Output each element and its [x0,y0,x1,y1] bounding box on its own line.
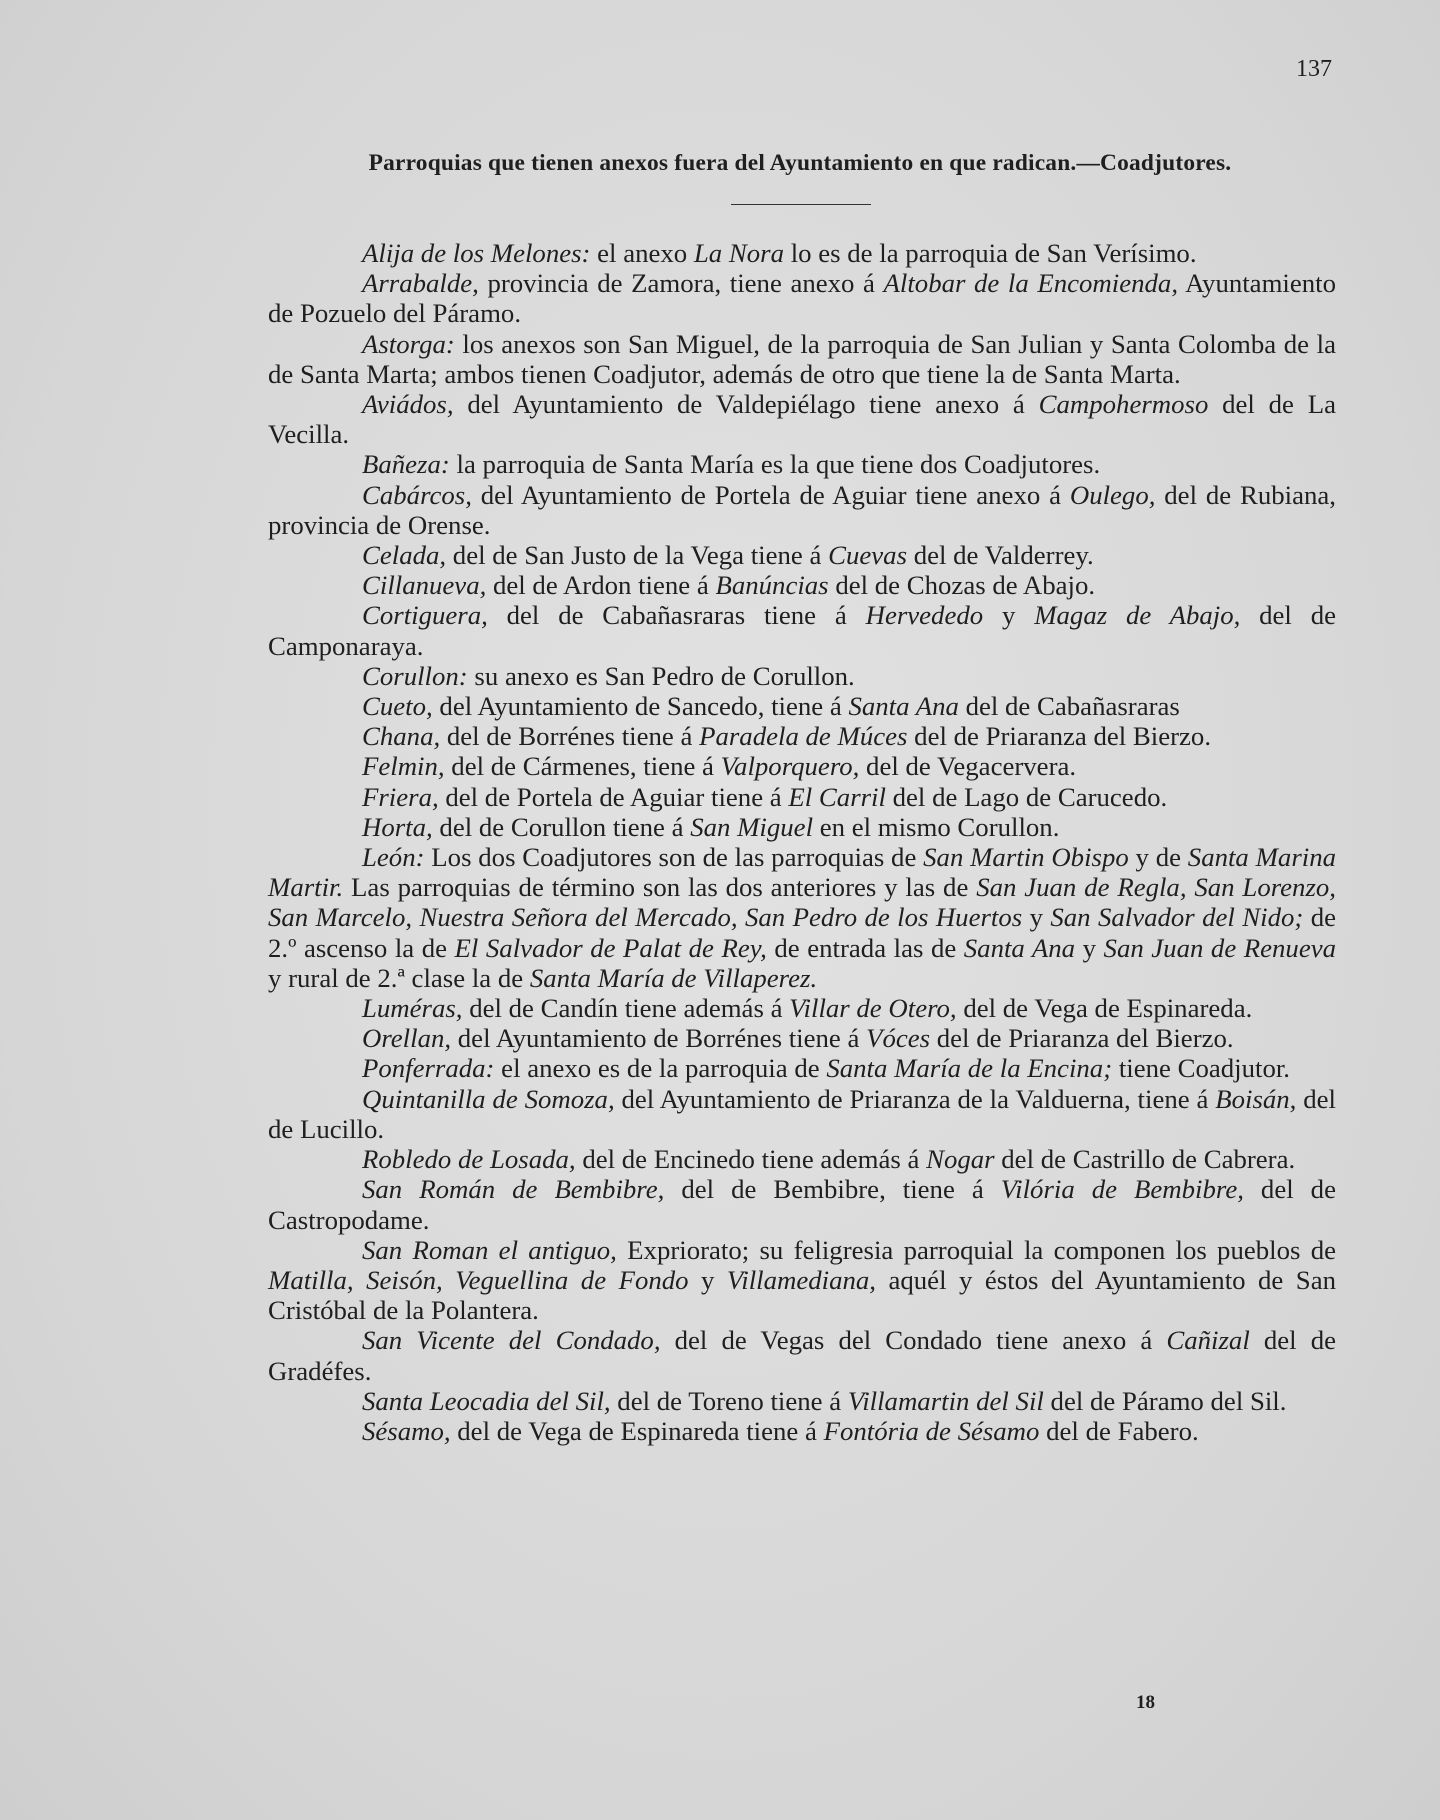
entry-text: del de Cabañasraras [958,691,1180,722]
place-name: El Salvador de Palat de Rey, [454,932,767,963]
place-name: Valporquero, [720,751,860,782]
entry-text: del de Portela de Aguiar tiene á [438,781,789,812]
place-name: Santa María de Villaperez. [529,962,818,993]
entry-paragraph [268,268,1336,328]
entry-text: los anexos son San Miguel, de la parroquia de San Julian y Santa Colomba de la de Santa Marta; ambos tienen Coadjutor, además de otro que tiene la de Santa Marta. [268,328,1336,389]
entry-paragraph [268,812,1336,842]
place-name: Villamediana, [726,1264,877,1295]
entry-text: del de Castropodame. [268,1174,1336,1235]
place-name: San Martin Obispo [923,842,1129,873]
place-name: Bañeza: [362,449,450,480]
entry-text: del Ayuntamiento de Sancedo, tiene á [432,691,849,722]
entry-paragraph [268,782,1336,812]
place-name: Cañizal [1166,1325,1250,1356]
entry-text: del de Páramo del Sil. [1043,1385,1287,1416]
entry-text: de entrada las de [766,932,964,963]
entry-text: del de Priaranza del Bierzo. [930,1023,1234,1054]
place-name: Santa María de la Encina; [826,1053,1113,1084]
entry-text: del Ayuntamiento de Valdepiélago tiene anexo á [453,389,1039,420]
place-name: Sésamo, [362,1415,451,1446]
place-name: Altobar de la Encomienda, [883,268,1179,299]
entry-text: aquél y éstos del Ayuntamiento de San Cristóbal de la Polantera. [268,1264,1336,1326]
place-name: Hervededo [865,600,984,631]
place-name: Cillanueva, [362,570,487,601]
place-name: Campohermoso [1038,389,1209,420]
entries-list [268,238,1336,1446]
place-name: Ponferrada: [362,1053,495,1084]
entry-paragraph [268,691,1336,721]
entry-text: del de Lago de Carucedo. [885,781,1168,812]
entry-paragraph [268,1325,1336,1385]
entry-paragraph [268,661,1336,691]
place-name: Oulego, [1069,479,1156,510]
entry-paragraph [268,480,1336,540]
entry-text: del de Castrillo de Cabrera. [994,1144,1296,1175]
entry-text: Los dos Coadjutores son de las parroquias de [424,842,924,873]
place-name: Santa Ana [848,691,959,722]
entry-text: del Ayuntamiento de Portela de Aguiar tiene anexo á [471,479,1070,510]
place-name: Felmin, [362,751,445,782]
entry-paragraph [268,721,1336,751]
entry-text: del de Vegas del Condado tiene anexo á [660,1325,1167,1356]
entry-paragraph [268,1023,1336,1053]
entry-paragraph [268,449,1336,479]
place-name: El Carril [788,781,886,812]
signature-mark: 18 [1136,1692,1155,1713]
entry-paragraph [268,751,1336,781]
place-name: Santa Ana [963,932,1076,963]
entry-paragraph [268,389,1336,449]
place-name: León: [362,842,425,873]
place-name: Vóces [866,1023,931,1054]
entry-text: Expriorato; su feligresia parroquial la componen los pueblos de [616,1234,1336,1265]
entry-text: del de Borrénes tiene á [440,721,700,752]
entry-text: lo es de la parroquia de San Verísimo. [784,238,1197,268]
entry-text: del de Priaranza del Bierzo. [907,721,1212,752]
entry-text: del de Fabero. [1039,1415,1199,1446]
place-name: Santa Leocadia del Sil, [362,1385,611,1416]
place-name: Quintanilla de Somoza, [362,1083,615,1114]
entry-paragraph [268,1144,1336,1174]
entry-paragraph [268,600,1336,660]
entry-paragraph [268,329,1336,389]
place-name: Orellan, [362,1023,452,1054]
entry-text: del de San Justo de la Vega tiene á [446,540,829,571]
entry-text: del de Chozas de Abajo. [828,570,1096,601]
place-name: Cortiguera, [362,600,488,631]
entry-text: del de Vega de Espinareda tiene á [450,1415,824,1446]
entry-text: tiene Coadjutor. [1112,1053,1290,1084]
place-name: Fontória de Sésamo [823,1415,1040,1446]
entry-text: del de Cabañasraras tiene á [487,600,866,631]
place-name: Boisán, [1215,1083,1297,1114]
place-name: Vilória de Bembibre, [1000,1174,1244,1205]
entry-text: del de Ardon tiene á [486,570,716,601]
entry-paragraph [268,238,1336,268]
place-name: San Juan de Regla, San Lorenzo, San Marcelo, Nuestra Señora del Mercado, San Pedro de los Huertos [268,872,1336,933]
entry-paragraph [268,1084,1336,1144]
entry-paragraph [268,1386,1336,1416]
page-number: 137 [1296,56,1332,82]
page-title: Parroquias que tienen anexos fuera del Ayuntamiento en que radican.—Coadjutores. [368,150,1232,176]
title-divider [731,204,871,205]
entry-text: Ayuntamiento de Pozuelo del Páramo. [268,268,1337,329]
place-name: Arrabalde, [362,268,479,299]
entry-text: y de [1128,842,1188,873]
place-name: Horta, [362,811,433,842]
place-name: Nogar [926,1144,995,1175]
place-name: Celada, [362,540,447,571]
entry-text: y [688,1264,727,1295]
place-name: San Salvador del Nido; [1050,902,1304,933]
place-name: San Román de Bembibre, [362,1174,665,1205]
entry-text: del de Rubiana, provincia de Orense. [268,479,1336,540]
place-name: Cuevas [828,540,907,571]
entry-text: del de Corullon tiene á [432,811,691,842]
place-name: Corullon: [362,660,468,691]
place-name: Cueto, [362,691,433,722]
place-name: Robledo de Losada, [362,1144,576,1175]
entry-text: del de Camponaraya. [268,600,1336,661]
entry-paragraph [268,993,1336,1023]
entry-paragraph [268,1235,1336,1326]
place-name: Paradela de Múces [699,721,908,752]
entry-text: provincia de Zamora, tiene anexo á [478,268,884,299]
entry-paragraph [268,570,1336,600]
place-name: Magaz de Abajo, [1034,600,1241,631]
place-name: Alija de los Melones: [362,238,591,268]
entry-paragraph [268,540,1336,570]
place-name: San Juan de Renueva [1103,932,1336,963]
place-name: San Vicente del Condado, [362,1325,661,1356]
entry-text: la parroquia de Santa María es la que tiene dos Coadjutores. [449,449,1101,480]
entry-text: y [983,600,1035,631]
place-name: Santa Marina Martir. [268,842,1337,903]
place-name: Luméras, [362,993,463,1024]
place-name: Villar de Otero, [789,993,957,1024]
entry-text: del de Lucillo. [268,1083,1336,1144]
place-name: La Nora [693,238,784,268]
place-name: Aviádos, [362,389,454,420]
entry-text: del de Encinedo tiene además á [575,1144,927,1175]
entry-text: del Ayuntamiento de Borrénes tiene á [451,1023,867,1054]
place-name: Banúncias [715,570,829,601]
entry-text: Las parroquias de término son las dos anteriores y las de [343,872,977,903]
entry-paragraph [268,842,1336,993]
entry-text: el anexo [590,238,694,268]
entry-text: del Ayuntamiento de Priaranza de la Valduerna, tiene á [614,1083,1216,1114]
entry-text: y [1022,902,1051,933]
entry-text: y rural de 2.ª clase la de [268,962,530,993]
place-name: San Roman el antiguo, [362,1234,617,1265]
entry-text: del de Candín tiene además á [462,993,790,1024]
place-name: San Miguel [690,811,814,842]
entry-text: del de Cármenes, tiene á [444,751,721,782]
entry-text: del de La Vecilla. [268,389,1336,450]
entry-text: el anexo es de la parroquia de [494,1053,827,1084]
entry-text: del de Valderrey. [907,540,1094,571]
place-name: Chana, [362,721,441,752]
entry-text: de 2.º ascenso la de [268,902,1336,963]
place-name: Friera, [362,781,439,812]
entry-text: del de Vega de Espinareda. [956,993,1253,1024]
entry-text: del de Vegacervera. [859,751,1077,782]
place-name: Matilla, Seisón, Veguellina de Fondo [268,1264,689,1295]
entry-paragraph [268,1174,1336,1234]
place-name: Cabárcos, [362,479,472,510]
entry-text: del de Toreno tiene á [610,1385,848,1416]
entry-text: y [1075,932,1104,963]
entry-paragraph [268,1053,1336,1083]
entry-text: su anexo es San Pedro de Corullon. [467,660,855,691]
place-name: Astorga: [362,328,455,359]
entry-text: en el mismo Corullon. [813,811,1060,842]
place-name: Villamartin del Sil [847,1385,1044,1416]
entry-paragraph [268,1416,1336,1446]
entry-text: del de Bembibre, tiene á [664,1174,1001,1205]
entry-text: del de Gradéfes. [268,1325,1336,1386]
